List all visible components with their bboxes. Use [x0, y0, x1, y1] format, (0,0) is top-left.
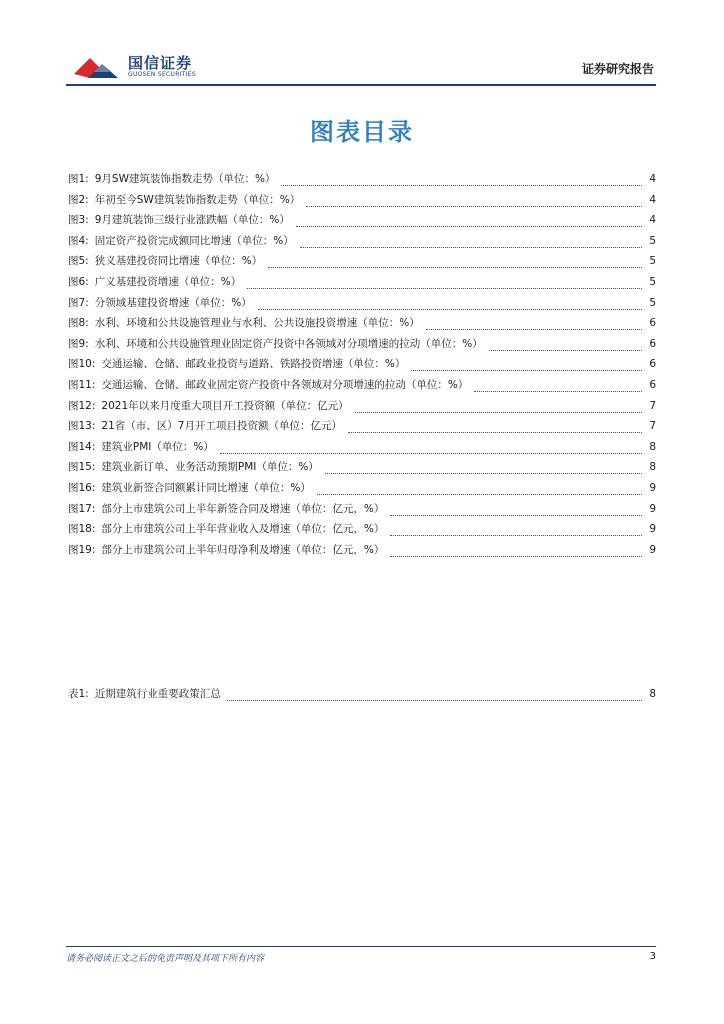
toc-entry-title: 部分上市建筑公司上半年新签合同及增速（单位：亿元，%）	[101, 502, 385, 515]
toc-leader-dots	[268, 266, 642, 268]
toc-leader-dots	[348, 431, 642, 433]
toc-entry-label: 图6:	[68, 276, 89, 288]
toc-entry-title: 2021年以来月度重大项目开工投资额（单位：亿元）	[101, 399, 349, 412]
toc-entry-page: 8	[649, 688, 656, 700]
toc-entry-page: 5	[649, 255, 656, 268]
toc-entry[interactable]	[68, 253, 656, 271]
toc-entry[interactable]	[68, 439, 656, 457]
toc-entry-label: 图11:	[68, 379, 96, 391]
toc-entry-label: 图15:	[68, 461, 96, 474]
logo-chinese-name: 国信证券	[128, 54, 193, 72]
toc-entry[interactable]	[68, 212, 656, 230]
toc-leader-dots	[258, 308, 642, 310]
toc-entry-page: 9	[649, 543, 656, 556]
guosen-logo-mark	[72, 52, 120, 82]
toc-entry[interactable]	[68, 418, 656, 436]
toc-entry-page: 8	[649, 461, 656, 474]
guosen-logo	[72, 50, 232, 84]
footer-divider	[66, 946, 656, 947]
toc-entry-page: 7	[649, 420, 656, 433]
toc-entry-label: 图3:	[68, 214, 89, 227]
toc-entry-title: 9月建筑装饰三级行业涨跌幅（单位：%）	[94, 214, 290, 227]
toc-leader-dots	[390, 514, 642, 516]
toc-entry-label: 图17:	[68, 502, 96, 515]
toc-entry-page: 6	[649, 317, 656, 330]
toc-entry-label: 图5:	[68, 255, 89, 268]
toc-leader-dots	[227, 699, 642, 701]
toc-entry[interactable]	[68, 501, 656, 519]
toc-leader-dots	[247, 287, 642, 289]
page-number: 3	[649, 951, 656, 962]
page-title: 图表目录	[310, 118, 414, 146]
toc-leader-dots	[220, 452, 642, 454]
report-type: 证券研究报告	[581, 62, 654, 76]
toc-entry-title: 部分上市建筑公司上半年营业收入及增速（单位：亿元，%）	[101, 523, 385, 536]
toc-entry-label: 图13:	[68, 420, 96, 433]
toc-entry-title: 年初至今SW建筑装饰指数走势（单位：%）	[94, 193, 301, 206]
toc-entry-label: 图8:	[68, 317, 89, 330]
toc-entry-page: 9	[649, 502, 656, 515]
toc-entry[interactable]	[68, 377, 656, 395]
toc-leader-dots	[306, 205, 642, 207]
toc-entry-title: 9月SW建筑装饰指数走势（单位：%）	[94, 173, 276, 185]
toc-leader-dots	[474, 390, 642, 392]
toc-leader-dots	[325, 472, 642, 474]
toc-entry-title: 广义基建投资增速（单位：%）	[94, 276, 242, 288]
toc-leader-dots	[426, 328, 642, 330]
toc-entry[interactable]	[68, 480, 656, 498]
toc-entry-title: 狭义基建投资同比增速（单位：%）	[94, 255, 263, 268]
toc-entry[interactable]	[68, 315, 656, 333]
toc-entry-page: 6	[649, 358, 656, 371]
toc-entry[interactable]	[68, 459, 656, 477]
toc-entry-title: 水利、环境和公共设施管理业与水利、公共设施投资增速（单位：%）	[94, 317, 420, 330]
toc-entry-label: 图9:	[68, 337, 89, 350]
toc-leader-dots	[296, 225, 642, 227]
toc-entry-page: 5	[649, 296, 656, 309]
toc-entry-page: 5	[649, 234, 656, 247]
toc-entry-label: 图10:	[68, 358, 96, 371]
toc-entry-label: 图7:	[68, 296, 89, 309]
toc-leader-dots	[489, 349, 642, 351]
toc-entry-page: 7	[649, 399, 656, 412]
toc-entry-page: 5	[649, 276, 656, 288]
toc-leader-dots	[411, 369, 642, 371]
toc-entry-title: 水利、环境和公共设施管理业固定资产投资中各领域对分项增速的拉动（单位：%）	[94, 337, 483, 350]
toc-leader-dots	[300, 246, 642, 248]
logo-english-name: GUOSEN SECURITIES	[128, 71, 197, 78]
toc-entry-title: 分领域基建投资增速（单位：%）	[94, 296, 252, 309]
toc-entry-label: 图14:	[68, 440, 96, 453]
page-header	[66, 50, 656, 86]
toc-entry-page: 4	[649, 173, 656, 185]
toc-entry-page: 6	[649, 379, 656, 391]
toc-entry-page: 9	[649, 482, 656, 494]
toc-entry[interactable]	[68, 521, 656, 539]
toc-entry[interactable]	[68, 356, 656, 374]
toc-entry-label: 图1:	[68, 173, 89, 185]
toc-entry[interactable]	[68, 233, 656, 251]
toc-entry-page: 6	[649, 337, 656, 350]
toc-entry-label: 图4:	[68, 234, 89, 247]
toc-entry-page: 4	[649, 214, 656, 227]
toc-entry[interactable]	[68, 192, 656, 210]
toc-entry-title: 交通运输、仓储、邮政业固定资产投资中各领域对分项增速的拉动（单位：%）	[101, 379, 469, 391]
toc-entry-title: 建筑业PMI（单位：%）	[101, 440, 214, 453]
toc-entry[interactable]	[68, 686, 656, 704]
toc-entry-title: 部分上市建筑公司上半年归母净利及增速（单位：亿元，%）	[101, 543, 385, 556]
toc-entry-page: 4	[649, 193, 656, 206]
toc-entry-title: 近期建筑行业重要政策汇总	[94, 688, 221, 700]
toc-entry[interactable]	[68, 295, 656, 313]
toc-entry-title: 21省（市、区）7月开工项目投资额（单位：亿元）	[101, 420, 342, 433]
toc-entry-label: 图18:	[68, 523, 96, 536]
toc-leader-dots	[355, 411, 642, 413]
toc-entry-title: 交通运输、仓储、邮政业投资与道路、铁路投资增速（单位：%）	[101, 358, 406, 371]
toc-leader-dots	[281, 184, 642, 186]
toc-entry[interactable]	[68, 398, 656, 416]
toc-entry-page: 8	[649, 440, 656, 453]
toc-entry-label: 表1:	[68, 688, 89, 700]
toc-entry-label: 图2:	[68, 193, 89, 206]
toc-entry-title: 建筑业新订单、业务活动预期PMI（单位：%）	[101, 461, 319, 474]
toc-entry-page: 9	[649, 523, 656, 536]
toc-entry[interactable]	[68, 274, 656, 292]
toc-leader-dots	[317, 493, 642, 495]
toc-entry-label: 图12:	[68, 399, 96, 412]
toc-entry[interactable]	[68, 336, 656, 354]
toc-entry-label: 图16:	[68, 482, 96, 494]
toc-leader-dots	[390, 555, 642, 557]
toc-entry-title: 建筑业新签合同额累计同比增速（单位：%）	[101, 482, 311, 494]
toc-leader-dots	[390, 534, 642, 536]
header-divider	[66, 84, 656, 86]
toc-entry[interactable]	[68, 171, 656, 189]
toc-entry[interactable]	[68, 542, 656, 560]
disclaimer-text: 请务必阅读正文之后的免责声明及其项下所有内容	[66, 954, 265, 964]
toc-entry-label: 图19:	[68, 543, 96, 556]
toc-entry-title: 固定资产投资完成额同比增速（单位：%）	[94, 234, 294, 247]
